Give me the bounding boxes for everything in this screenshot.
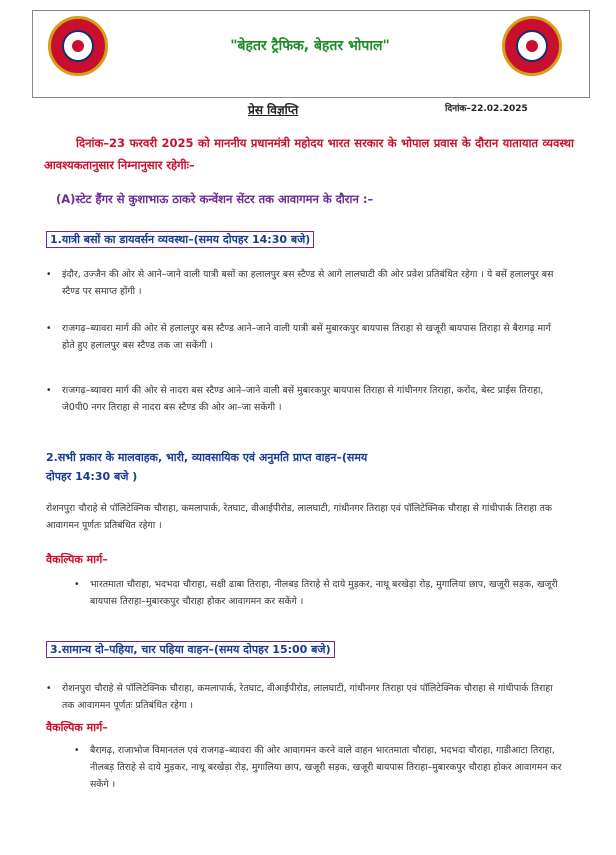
lead-paragraph: दिनांक–23 फरवरी 2025 को माननीय प्रधानमंत्री महोदय भारत सरकार के भोपाल प्रवास के दौरान यातायात व्यवस्था आवश्यकतानुसार निम्नानुसार रहेगीः– [44, 136, 574, 172]
list-item: • बैरागढ़, राजाभोज विमानतल एवं राजगढ़–ब्यावरा की ओर आवागमन करने वाले वाहन भारतमाता चौराहा, भदभदा चौराहा, गाडीआटा तिराहा, नीलबड़ तिराहे से दाये मुड़कर, नाथू बरखेड़ा रोड़, मुगालिया छाप, खजूरी सड़क, खजूरी बायपास तिराहा–मुबारकपुर चौराहा होकर आवागमन कर सकेंगे । [74, 745, 562, 790]
alt-route-heading: वैकल्पिक मार्ग– [46, 553, 108, 566]
list-item: • इंदौर, उज्जैन की ओर से आने–जाने वाली यात्री बसों का हलालपुर बस स्टैण्ड से आगे लालघाटी की ओर प्रवेश प्रतिबंधित रहेगा । ये बसें हलालपुर बस स्टैण्ड पर समाप्त होंगी । [46, 269, 554, 297]
section-3-heading: 3.सामान्य दो–पहिया, चार पहिया वाहन–(समय दोपहर 15:00 बजे) [46, 640, 335, 659]
slogan: "बेहतर ट्रैफिक, बेहतर भोपाल" [230, 38, 390, 54]
alt-route-heading: वैकल्पिक मार्ग– [46, 721, 108, 734]
press-date: दिनांक–22.02.2025 [445, 104, 528, 114]
list-item: • राजगढ़–ब्यावरा मार्ग की ओर से हलालपुर बस स्टैण्ड आने–जाने वाली यात्री बसें मुबारकपुर बायपास तिराहा से खजूरी बायपास तिराहा से बैरागढ़ मार्ग होते हुए हलालपुर बस स्टैण्ड तक जा सकेंगी । [46, 323, 551, 351]
list-item: • रोशनपुरा चौराहे से पॉलिटेक्निक चौराहा, कमलापार्क, रेतघाट, वीआईपीरोड, लालघाटी, गांधीनगर तिराहा एवं पॉलिटेक्निक चौराहा से गांधीपार्क तिराहा तक आवागमन पूर्णतः प्रतिबंधित रहेगा । [46, 683, 553, 711]
police-emblem-icon [502, 16, 562, 76]
police-emblem-icon [48, 16, 108, 76]
list-item: • राजगढ़–ब्यावरा मार्ग की ओर से नादरा बस स्टैण्ड आने–जाने वाली बसें मुबारकपुर बायपास तिराहा से गांधीनगर तिराहा, करोंद, बेस्ट प्राईस तिराहा, जे0पी0 नगर तिराहा से नादरा बस स्टैण्ड की ओर आ–जा सकेंगी । [46, 385, 544, 413]
phase-a-heading: (A)स्टेट हैंगर से कुशाभाऊ ठाकरे कन्वेंशन सेंटर तक आवागमन के दौरान :– [56, 192, 374, 206]
section-2-paragraph: रोशनपुरा चौराहे से पॉलिटेक्निक चौराहा, कमलापार्क, रेतघाट, वीआईपीरोड, लालघाटी, गांधीनगर तिराहा एवं पॉलिटेक्निक चौराहा से गांधीपार्क तिराहा तक आवागमन पूर्णतः प्रतिबंधित रहेगा । [46, 503, 553, 531]
list-item: • भारतमाता चौराहा, भदभदा चौराहा, सक्षी ढाबा तिराहा, नीलबड़ तिराहे से दाये मुड़कर, नाथू बरखेड़ा रोड़, मुगालिया छाप, खजूरी सड़क, खजूरी बायपास तिराहा–मुबारकपुर चौराहा होकर आवागमन कर सकेंगे । [74, 579, 558, 607]
section-1-heading: 1.यात्री बसों का डायवर्सन व्यवस्था–(समय दोपहर 14:30 बजे) [46, 230, 314, 249]
section-2-heading: 2.सभी प्रकार के मालवाहक, भारी, व्यावसायिक एवं अनुमति प्राप्त वाहन–(समय दोपहर 14:30 बजे ) [46, 451, 368, 483]
press-title: प्रेस विज्ञप्ति [248, 103, 299, 117]
